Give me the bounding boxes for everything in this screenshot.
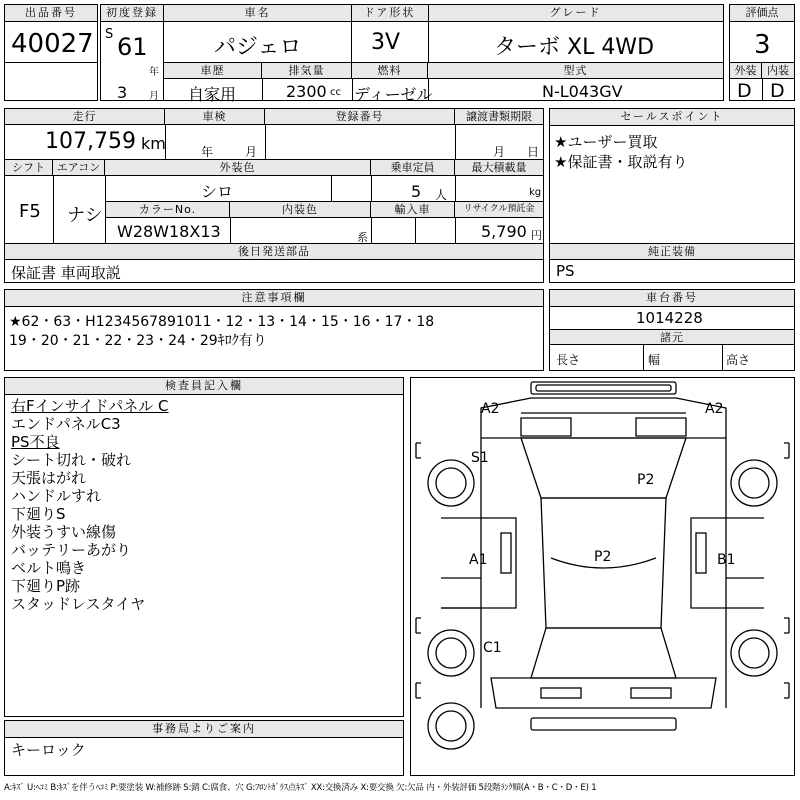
sales-point-label: セールスポイント [550,109,794,126]
first-reg-label: 初度登録 [101,5,163,22]
notes-box [4,289,544,371]
displacement-unit: cc [330,87,341,98]
car-name: パジェロ [214,35,302,60]
genuine-label: 純正装備 [550,244,794,260]
inspector-line: シート切れ・破れ [11,451,132,469]
reg-no-label: 登録番号 [265,109,455,125]
damage-mark: A2 [705,401,724,417]
era-prefix: S [105,27,114,42]
lot-label: 出品番号 [5,5,97,22]
inspection-year-unit: 年 [201,145,214,159]
transfer-label: 譲渡書類期限 [455,109,543,125]
color-label: 外装色 [105,160,371,176]
int-color-label: 内装色 [230,202,371,218]
notes-line: ★62・63・H1234567891011・12・13・14・15・16・17・18 [9,314,435,330]
damage-mark: C1 [483,640,502,656]
inspector-line: エンドパネルC3 [11,415,121,433]
inspector-line: ベルト鳴き [11,559,87,577]
car-diagram [410,377,795,776]
inspector-line: 下廻りP跡 [11,577,81,595]
grade: ターボ XL 4WD [494,35,655,60]
sales-point-item: ★ユーザー買取 [554,133,658,151]
sales-point-item: ★保証書・取説有り [554,153,688,171]
grade-label: グレード [428,5,723,22]
mileage-unit: km [141,134,166,153]
chassis-value: 1014228 [636,309,703,327]
first-reg-month: 3 [117,83,128,102]
length-label: 長さ [556,353,581,367]
inspection-month-unit: 月 [245,145,258,159]
int-color-unit: 系 [357,231,368,244]
first-reg-year: 61 [117,33,148,61]
recycle-value: 5,790 [481,222,527,241]
height-label: 高さ [726,353,751,367]
inspector-line: スタッドレスタイヤ [11,595,146,613]
inspector-line: 天張はがれ [11,469,87,487]
score-box [729,4,795,101]
displacement-label: 排気量 [262,63,352,79]
damage-mark: P2 [594,549,612,565]
transfer-month-unit: 月 [493,145,506,159]
model-value: N-L043GV [542,82,623,101]
inspector-box [4,377,404,717]
inspector-line: PS不良 [11,433,60,451]
door-label: ドア形状 [351,5,428,22]
import-label: 輸入車 [371,202,455,218]
notes-line: 19・20・21・22・23・24・29ｷﾛｸ有り [9,333,267,349]
inspector-label: 検査員記入欄 [5,378,403,395]
load-label: 最大積載量 [455,160,543,176]
score-label: 評価点 [730,5,794,22]
mileage-label: 走行 [5,109,165,125]
recycle-unit: 円 [531,229,542,242]
chassis-box [549,289,795,371]
car-name-label: 車名 [164,5,351,22]
lot-number: 40027 [11,29,94,59]
damage-mark: B1 [717,552,736,568]
door-type: 3V [371,30,401,55]
lot-box [4,4,98,101]
color-no-label: カラーNo. [106,202,230,218]
chassis-label: 車台番号 [550,290,794,307]
capacity-label: 乗車定員 [371,160,455,176]
width-label: 幅 [648,353,661,367]
damage-mark: A2 [481,401,500,417]
genuine-value: PS [556,262,575,280]
load-unit: kg [529,187,542,198]
model-label: 型式 [428,63,723,79]
office-label: 事務局よりご案内 [5,721,403,738]
inspector-line: 外装うすい線傷 [11,523,117,541]
inspector-line: ハンドルすれ [11,487,102,505]
shift-value: F5 [19,201,41,222]
history-label: 車歴 [164,63,262,79]
exterior-label: 外装 [730,63,762,79]
damage-mark: A1 [469,552,488,568]
shift-label: シフト [5,160,53,176]
office-box [4,720,404,776]
sales-point-box [549,108,795,283]
office-value: キーロック [11,741,86,759]
details-box [4,108,544,283]
inspector-line: バッテリーあがり [11,541,132,559]
legend-text: A:ｷｽﾞ U:ﾍｺﾐ B:ｷｽﾞを伴うﾍｺﾐ P:要塗装 W:補修跡 S:錆 C:腐食、穴 G:ﾌﾛﾝﾄｶﾞﾗｽ点ｷｽﾞ XX:交換済み X:要交換 欠:欠品 内・外装評価 5段階ﾗﾝｸ順(A・B・C・D・E) 1 [4,783,597,793]
ac-label: エアコン [53,160,105,176]
later-parts-value: 保証書 車両取説 [11,264,121,282]
fuel-label: 燃料 [352,63,428,79]
car-main-box [163,4,724,104]
inspector-line: 右Fインサイドパネル C [11,397,169,415]
year-unit: 年 [149,67,159,78]
notes-label: 注意事項欄 [5,290,543,307]
fuel-value: ディーゼル [354,85,433,104]
transfer-day-unit: 日 [527,145,540,159]
score-value: 3 [754,30,771,60]
mileage-value: 107,759 [45,129,136,154]
spec-label: 諸元 [550,329,794,345]
interior-label: 内装 [762,63,794,79]
recycle-label: リサイクル預託金 [455,202,543,218]
ac-value: ナシ [67,205,103,226]
inspector-line: 下廻りS [11,505,66,523]
inspection-label: 車検 [165,109,265,125]
car-diagram-drawing [411,378,794,775]
interior-value: D [770,80,785,102]
month-unit: 月 [149,91,159,102]
color-value: シロ [201,182,234,201]
history-value: 自家用 [188,85,237,104]
damage-mark: P2 [637,472,655,488]
later-parts-label: 後日発送部品 [5,244,543,260]
displacement-value: 2300 [286,82,327,101]
first-reg-box [100,4,164,101]
color-no-value: W28W18X13 [117,222,221,241]
damage-mark: S1 [471,450,489,466]
capacity-value: 5 [411,182,422,201]
exterior-value: D [737,80,752,102]
capacity-unit: 人 [435,188,448,202]
